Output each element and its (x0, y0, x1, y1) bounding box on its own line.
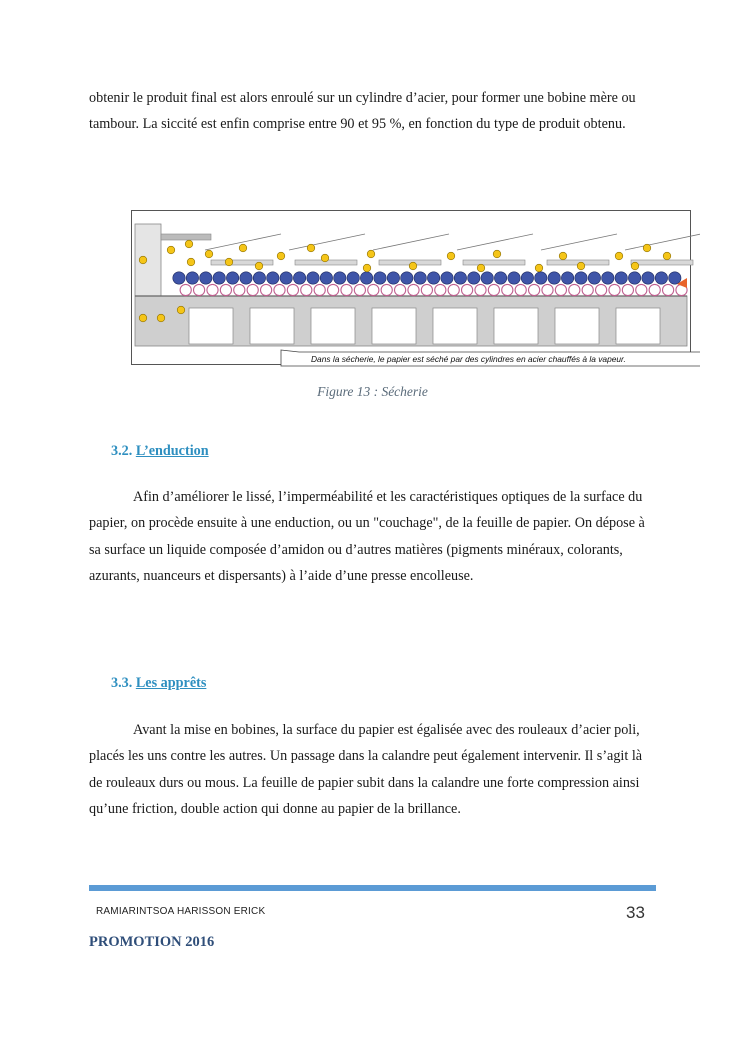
section-number: 3.3. (111, 675, 133, 691)
lower-cylinder (421, 284, 432, 295)
lower-cylinder (247, 284, 258, 295)
upper-cylinder (280, 272, 292, 284)
upper-cylinder (240, 272, 252, 284)
upper-cylinder (655, 272, 667, 284)
lower-cylinder (314, 284, 325, 295)
upper-cylinder (642, 272, 654, 284)
upper-cylinder (401, 272, 413, 284)
upper-cylinder (200, 272, 212, 284)
lower-cylinder (569, 284, 580, 295)
lower-cylinder (408, 284, 419, 295)
guide-roller (367, 250, 375, 258)
guide-roller (255, 262, 263, 270)
upper-cylinder (561, 272, 573, 284)
apprets-paragraph: Avant la mise en bobines, la surface du papier est égalisée avec des rouleaux d’acier poli, placés les uns contre les autres. Un passage dans la calandre peut également intervenir. Il s’agit là de rouleaux durs ou mous. La feuille de papier subit dans la calandre une forte compression ainsi qu’une friction, double action qui donne au papier de la brillance. (89, 722, 643, 817)
upper-cylinder (481, 272, 493, 284)
section-heading-enduction (111, 443, 209, 460)
lower-cylinder (555, 284, 566, 295)
section-title-link[interactable]: L’enduction (135, 443, 209, 459)
upper-cylinder (454, 272, 466, 284)
lower-cylinder (529, 284, 540, 295)
upper-cylinder (186, 272, 198, 284)
lower-cylinder (328, 284, 339, 295)
upper-cylinder (615, 272, 627, 284)
base-window (372, 308, 416, 344)
upper-cylinder (508, 272, 520, 284)
upper-cylinder (374, 272, 386, 284)
hood-beam (631, 260, 693, 265)
lower-cylinder (596, 284, 607, 295)
base-window (250, 308, 294, 344)
drying-section-figure (131, 210, 700, 368)
upper-cylinder (628, 272, 640, 284)
lower-cylinder (180, 284, 191, 295)
lower-cylinder (207, 284, 218, 295)
guide-roller (139, 256, 147, 264)
upper-cylinder (387, 272, 399, 284)
guide-roller (157, 314, 165, 322)
guide-roller (185, 240, 193, 248)
upper-cylinder (173, 272, 185, 284)
guide-roller (477, 264, 485, 272)
guide-roller (631, 262, 639, 270)
upper-cylinder (602, 272, 614, 284)
left-beam (161, 234, 211, 240)
guide-roller (363, 264, 371, 272)
hood-beam (211, 260, 273, 265)
lower-cylinder (220, 284, 231, 295)
guide-roller (225, 258, 233, 266)
guide-roller (535, 264, 543, 272)
guide-roller (493, 250, 501, 258)
upper-cylinder (575, 272, 587, 284)
base-window (555, 308, 599, 344)
guide-roller (663, 252, 671, 260)
page-number: 33 (626, 903, 645, 922)
lower-cylinder (301, 284, 312, 295)
guide-roller (321, 254, 329, 262)
footer-divider (89, 885, 656, 891)
upper-cylinder (334, 272, 346, 284)
left-frame (135, 224, 161, 296)
base-window (189, 308, 233, 344)
lower-cylinder (448, 284, 459, 295)
upper-cylinder (213, 272, 225, 284)
section-title-link[interactable]: Les apprêts (135, 675, 207, 691)
upper-cylinder (535, 272, 547, 284)
lower-cylinder (488, 284, 499, 295)
lower-cylinder (542, 284, 553, 295)
lower-cylinder (368, 284, 379, 295)
upper-cylinder (468, 272, 480, 284)
guide-roller (409, 262, 417, 270)
hood-beam (463, 260, 525, 265)
upper-cylinder (320, 272, 332, 284)
lower-cylinder (663, 284, 674, 295)
guide-roller (447, 252, 455, 260)
lower-cylinder (261, 284, 272, 295)
lower-cylinder (381, 284, 392, 295)
upper-cylinder (521, 272, 533, 284)
lower-cylinder (354, 284, 365, 295)
lower-cylinder (502, 284, 513, 295)
lower-cylinder (609, 284, 620, 295)
guide-roller (177, 306, 185, 314)
lower-cylinder (395, 284, 406, 295)
section-heading-apprets (111, 675, 206, 692)
lower-cylinder (194, 284, 205, 295)
guide-roller (187, 258, 195, 266)
lower-cylinder (515, 284, 526, 295)
intro-paragraph: obtenir le produit final est alors enroulé sur un cylindre d’acier, pour former une bobine mère ou tambour. La siccité est enfin comprise entre 90 et 95 %, en fonction du type de produit obtenu. (89, 90, 636, 133)
upper-cylinder (414, 272, 426, 284)
lower-cylinder (475, 284, 486, 295)
base-window (616, 308, 660, 344)
guide-roller (239, 244, 247, 252)
lower-cylinder (622, 284, 633, 295)
guide-roller (577, 262, 585, 270)
guide-roller (615, 252, 623, 260)
upper-cylinder (548, 272, 560, 284)
lower-cylinder (435, 284, 446, 295)
guide-roller (205, 250, 213, 258)
lower-cylinder (274, 284, 285, 295)
lower-cylinder (341, 284, 352, 295)
lower-cylinder (234, 284, 245, 295)
upper-cylinder (427, 272, 439, 284)
lower-cylinder (636, 284, 647, 295)
guide-roller (559, 252, 567, 260)
guide-roller (139, 314, 147, 322)
upper-cylinder (588, 272, 600, 284)
base-window (494, 308, 538, 344)
lower-cylinder (287, 284, 298, 295)
lower-cylinder (462, 284, 473, 295)
enduction-paragraph: Afin d’améliorer le lissé, l’imperméabilité et les caractéristiques optiques de la surface du papier, on procède ensuite à une enduction, ou un "couchage", de la feuille de papier. On dépose à sa surface un liquide composée d’amidon ou d’autres matières (pigments minéraux, colorants, azurants, nuanceurs et dispersants) à l’aide d’une presse encolleuse. (89, 489, 645, 584)
guide-roller (277, 252, 285, 260)
upper-cylinder (669, 272, 681, 284)
upper-cylinder (307, 272, 319, 284)
upper-cylinder (347, 272, 359, 284)
diagram-caption-text: Dans la sécherie, le papier est séché par des cylindres en acier chauffés à la vapeur. (311, 354, 626, 364)
upper-cylinder (293, 272, 305, 284)
guide-roller (307, 244, 315, 252)
figure-caption: Figure 13 : Sécherie (317, 384, 428, 399)
base-window (433, 308, 477, 344)
section-number: 3.2. (111, 443, 133, 459)
guide-roller (643, 244, 651, 252)
footer-author: RAMIARINTSOA HARISSON ERICK (96, 906, 266, 917)
guide-roller (167, 246, 175, 254)
upper-cylinder (267, 272, 279, 284)
upper-cylinder (494, 272, 506, 284)
upper-cylinder (226, 272, 238, 284)
lower-cylinder (582, 284, 593, 295)
footer-promotion: PROMOTION 2016 (89, 934, 215, 950)
upper-cylinder (253, 272, 265, 284)
lower-cylinder (649, 284, 660, 295)
base-window (311, 308, 355, 344)
upper-cylinder (360, 272, 372, 284)
upper-cylinder (441, 272, 453, 284)
dryer-diagram (131, 210, 700, 368)
